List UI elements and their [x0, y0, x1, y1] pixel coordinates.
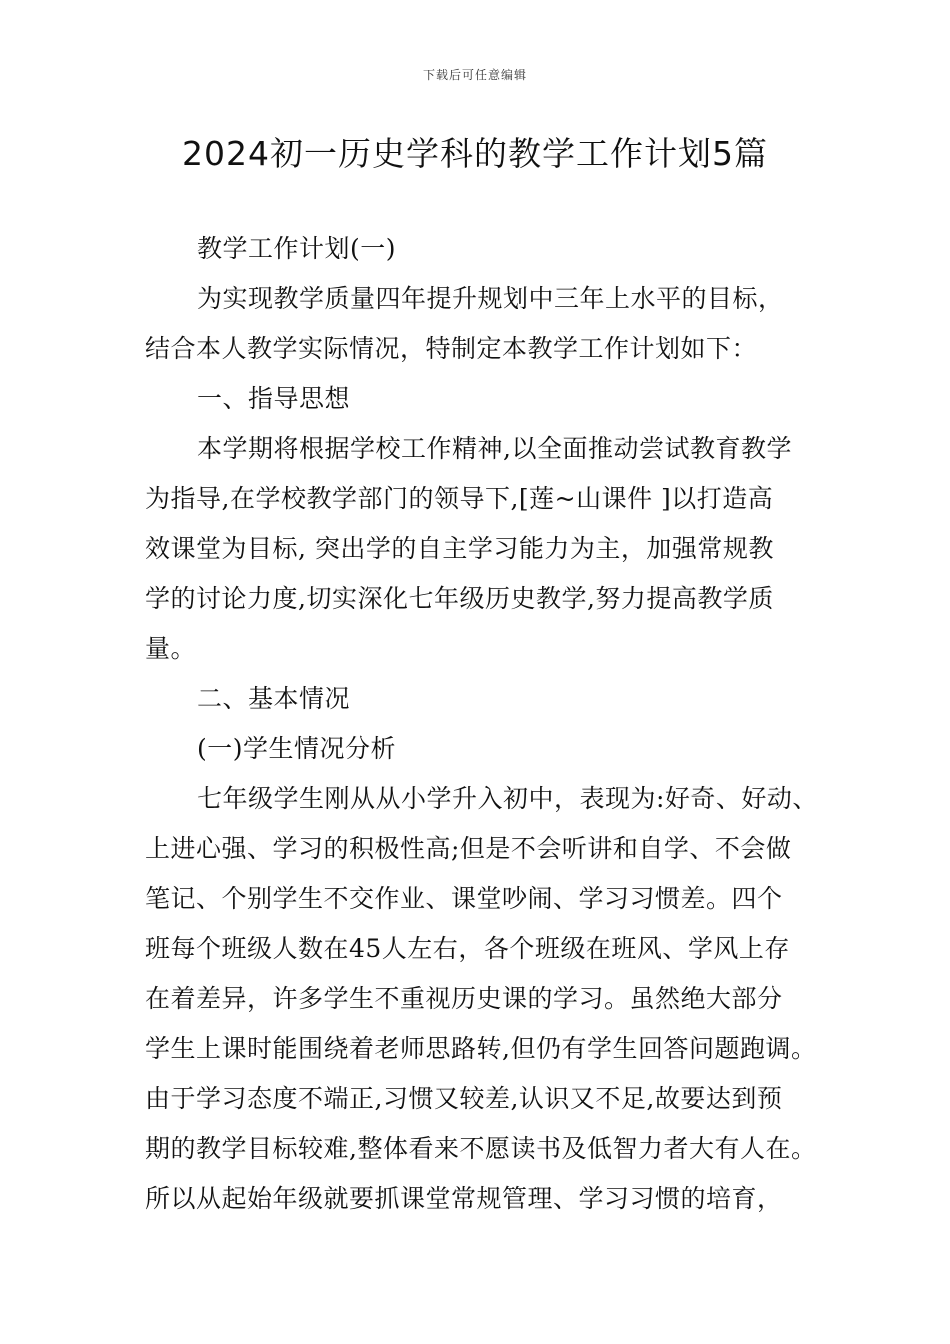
paragraph-line: 上进心强、学习的积极性高;但是不会听讲和自学、不会做	[145, 834, 792, 863]
paragraph-line: 效课堂为目标, 突出学的自主学习能力为主，加强常规教	[145, 534, 774, 563]
paragraph-line: 笔记、个别学生不交作业、课堂吵闹、学习习惯差。四个	[145, 884, 783, 913]
paragraph-line: 为实现教学质量四年提升规划中三年上水平的目标，	[197, 284, 784, 313]
paragraph-line: 期的教学目标较难,整体看来不愿读书及低智力者大有人在。	[145, 1134, 817, 1163]
paragraph-line: 量。	[145, 634, 197, 663]
paragraph-line: 由于学习态度不端正,习惯又较差,认识又不足,故要达到预	[145, 1084, 783, 1113]
section-heading: 二、基本情况	[197, 684, 351, 713]
section-heading: 一、指导思想	[197, 384, 351, 413]
paragraph-line: 班每个班级人数在45人左右，各个班级在班风、学风上存	[145, 934, 790, 963]
paragraph-line: 学的讨论力度,切实深化七年级历史教学,努力提高教学质	[145, 584, 774, 613]
paragraph-line: 七年级学生刚从从小学升入初中，表现为:好奇、好动、	[197, 784, 818, 813]
section-subtitle: 教学工作计划(一)	[197, 234, 397, 263]
paragraph-line: 所以从起始年级就要抓课堂常规管理、学习习惯的培育，	[145, 1184, 783, 1213]
paragraph-line: 学生上课时能围绕着老师思路转,但仍有学生回答问题跑调。	[145, 1034, 817, 1063]
subsection-heading: (一)学生情况分析	[197, 734, 397, 763]
paragraph-line: 结合本人教学实际情况，特制定本教学工作计划如下：	[145, 334, 758, 363]
paragraph-line: 本学期将根据学校工作精神,以全面推动尝试教育教学	[197, 434, 792, 463]
header-note: 下载后可任意编辑	[422, 68, 527, 82]
document-body	[145, 224, 818, 1224]
paragraph-line: 在着差异，许多学生不重视历史课的学习。虽然绝大部分	[145, 984, 783, 1013]
paragraph-line: 为指导,在学校教学部门的领导下,[莲~山课件 ]以打造高	[145, 484, 774, 513]
document-title: 2024初一历史学科的教学工作计划5篇	[182, 134, 768, 173]
